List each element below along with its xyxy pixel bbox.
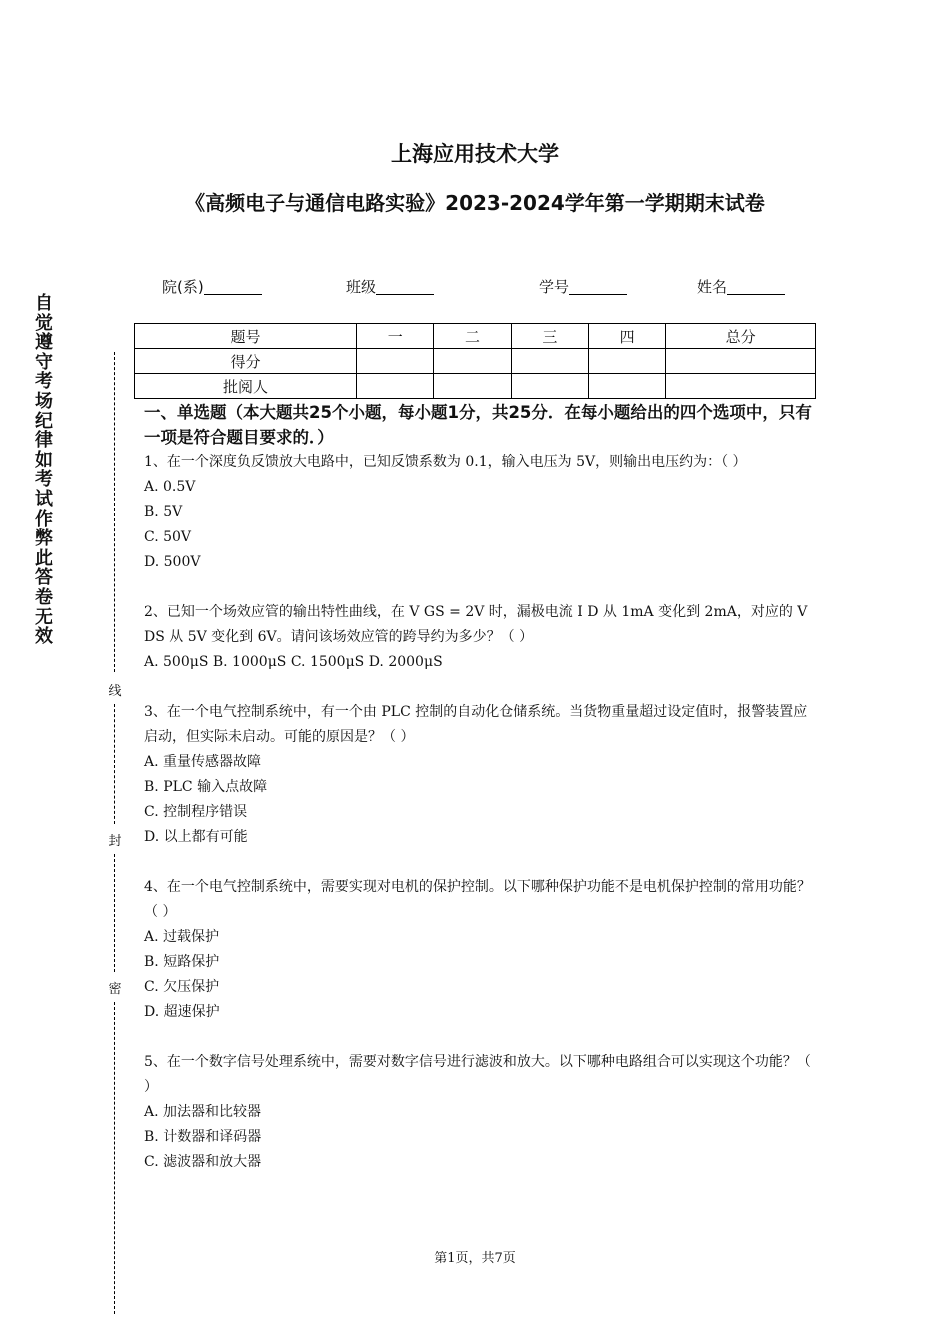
binding-line-dash — [114, 1002, 115, 1314]
score-cell: 总分 — [666, 324, 816, 349]
warning-char: 律 — [35, 430, 53, 452]
question-option: C. 50V — [144, 529, 192, 545]
score-cell — [357, 349, 434, 374]
question-stem: 5、在一个数字信号处理系统中，需要对数字信号进行滤波和放大。以下哪种电路组合可以实现这个功能？（ ） — [144, 1054, 811, 1095]
warning-char: 此 — [35, 547, 53, 569]
question-option: C. 滤波器和放大器 — [144, 1154, 262, 1170]
question-spacer — [144, 675, 816, 700]
student-id-blank — [569, 278, 627, 295]
binding-label-secret: 密 — [106, 978, 124, 997]
binding-line-dash — [114, 352, 115, 672]
binding-label-line: 线 — [106, 680, 124, 699]
score-cell — [434, 374, 511, 399]
question-option: D. 以上都有可能 — [144, 829, 248, 845]
warning-char: 效 — [35, 626, 53, 648]
department-blank — [204, 278, 262, 295]
question-stem: 3、在一个电气控制系统中，有一个由 PLC 控制的自动化仓储系统。当货物重量超过设定值时，报警装置应启动，但实际未启动。可能的原因是？（ ） — [144, 704, 808, 745]
question-option: C. 欠压保护 — [144, 979, 220, 995]
university-title: 上海应用技术大学 — [391, 142, 559, 166]
question-option: C. 控制程序错误 — [144, 804, 248, 820]
warning-char: 纪 — [35, 410, 53, 432]
score-cell: 二 — [434, 324, 511, 349]
question-stem: 2、已知一个场效应管的输出特性曲线，在 V GS = 2V 时，漏极电流 I D 从 1mA 变化到 2mA，对应的 V DS 从 5V 变化到 6V。请问该场效应管的跨导约为多少？（ ） — [144, 604, 808, 645]
score-table-row — [135, 349, 816, 374]
warning-char: 弊 — [35, 528, 53, 550]
class-label: 班级 — [346, 278, 377, 296]
question-spacer — [144, 575, 816, 600]
question-option: D. 500V — [144, 554, 201, 570]
question-option: A. 重量传感器故障 — [144, 754, 262, 770]
warning-char: 卷 — [35, 586, 53, 608]
page-number: 第1页，共7页 — [434, 1251, 516, 1266]
class-field — [346, 276, 434, 297]
question-option: A. 过载保护 — [144, 929, 220, 945]
class-blank — [376, 278, 434, 295]
department-field — [162, 276, 262, 297]
binding-line-dash — [114, 854, 115, 972]
section-heading: 一、单选题（本大题共25个小题，每小题1分，共25分．在每小题给出的四个选项中，只有一项是符合题目要求的．） — [144, 403, 812, 447]
score-cell — [666, 349, 816, 374]
name-blank — [727, 278, 785, 295]
question-option: D. 超速保护 — [144, 1004, 220, 1020]
warning-char: 作 — [35, 508, 53, 530]
exam-discipline-warning — [32, 294, 56, 647]
score-cell — [588, 374, 665, 399]
exam-content — [144, 400, 816, 1175]
question-option: B. PLC 输入点故障 — [144, 779, 268, 795]
exam-title: 《高频电子与通信电路实验》2023-2024学年第一学期期末试卷 — [185, 191, 765, 215]
question-option: B. 5V — [144, 504, 183, 520]
warning-char: 守 — [35, 351, 53, 373]
question-spacer — [144, 1025, 816, 1050]
warning-char: 答 — [35, 567, 53, 589]
question-option: A. 加法器和比较器 — [144, 1104, 262, 1120]
warning-char: 场 — [35, 390, 53, 412]
score-cell: 四 — [588, 324, 665, 349]
score-cell — [666, 374, 816, 399]
score-cell — [434, 349, 511, 374]
question-stem: 4、在一个电气控制系统中，需要实现对电机的保护控制。以下哪种保护功能不是电机保护控制的常用功能？（ ） — [144, 879, 811, 920]
question-option: B. 计数器和译码器 — [144, 1129, 262, 1145]
score-cell: 一 — [357, 324, 434, 349]
student-id-label: 学号 — [539, 278, 570, 296]
warning-char: 自 — [35, 293, 53, 314]
score-cell: 三 — [511, 324, 588, 349]
question-option: A. 500μS B. 1000μS C. 1500μS D. 2000μS — [144, 654, 443, 670]
score-cell: 批阅人 — [135, 374, 357, 399]
warning-char: 无 — [35, 606, 53, 628]
score-cell: 题号 — [135, 324, 357, 349]
binding-line-dash — [114, 704, 115, 824]
warning-char: 考 — [35, 469, 53, 491]
warning-char: 考 — [35, 371, 53, 393]
question-spacer — [144, 850, 816, 875]
score-table-row — [135, 374, 816, 399]
score-cell — [588, 349, 665, 374]
question-option: B. 短路保护 — [144, 954, 220, 970]
warning-char: 遵 — [35, 332, 53, 354]
score-cell — [511, 374, 588, 399]
name-field — [697, 276, 785, 297]
question-stem: 1、在一个深度负反馈放大电路中，已知反馈系数为 0.1，输入电压为 5V，则输出电压约为：（ ） — [144, 454, 747, 470]
score-cell — [511, 349, 588, 374]
student-id-field — [539, 276, 627, 297]
binding-label-seal: 封 — [106, 830, 124, 849]
score-table — [134, 323, 816, 399]
score-cell — [357, 374, 434, 399]
warning-char: 如 — [35, 449, 53, 471]
score-table-row — [135, 324, 816, 349]
name-label: 姓名 — [697, 278, 728, 296]
warning-char: 试 — [35, 488, 53, 510]
warning-char: 觉 — [35, 312, 53, 334]
department-label: 院(系) — [162, 278, 204, 296]
score-cell: 得分 — [135, 349, 357, 374]
question-option: A. 0.5V — [144, 479, 196, 495]
